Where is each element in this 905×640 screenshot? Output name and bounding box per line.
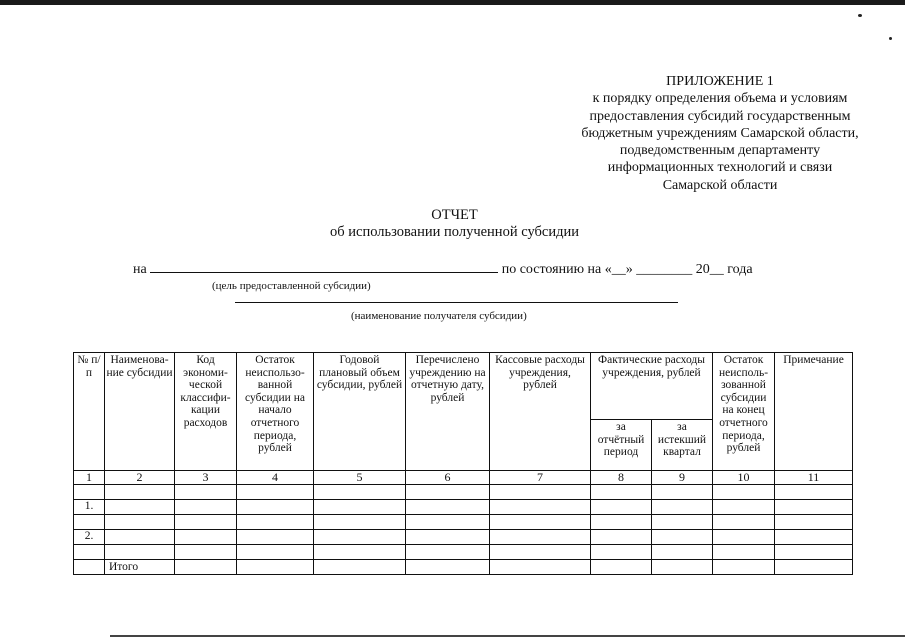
purpose-line — [133, 260, 753, 278]
row-cell[interactable] — [490, 530, 591, 545]
row-cell[interactable] — [591, 560, 652, 575]
row-cell[interactable] — [175, 500, 237, 515]
column-number: 4 — [237, 471, 314, 485]
column-numbers-row — [74, 471, 853, 485]
column-number: 10 — [713, 471, 775, 485]
row-cell[interactable] — [591, 530, 652, 545]
row-cell[interactable] — [490, 560, 591, 575]
purpose-blank[interactable] — [150, 260, 498, 273]
row-cell[interactable] — [406, 560, 490, 575]
row-cell[interactable] — [314, 560, 406, 575]
appendix-line: к порядку определения объема и условиям — [592, 91, 848, 107]
recipient-blank[interactable] — [235, 290, 678, 303]
recipient-hint: (наименование получателя субсидии) — [351, 310, 527, 322]
row-cell[interactable] — [775, 530, 853, 545]
appendix-line: информационных технологий и связи — [607, 160, 833, 176]
total-label: Итого — [105, 560, 175, 575]
purpose-prefix: на — [133, 262, 147, 277]
row-cell[interactable] — [406, 530, 490, 545]
row-number: 1. — [74, 500, 105, 515]
row-cell[interactable] — [237, 560, 314, 575]
report-subheading: об использовании полученной субсидии — [330, 224, 579, 240]
row-cell[interactable] — [713, 500, 775, 515]
header-cash-expenses: Кассовые расходы учреждения, рублей — [490, 353, 591, 471]
spacer-row — [74, 485, 853, 500]
header-annual-plan: Годовой плановый объем субсидии, рублей — [314, 353, 406, 471]
scan-border-top — [0, 0, 905, 5]
appendix-line: ПРИЛОЖЕНИЕ 1 — [666, 74, 774, 89]
header-actual-expenses: Фактические расходы учреждения, рублей — [591, 353, 713, 420]
column-number: 8 — [591, 471, 652, 485]
row-number: 2. — [74, 530, 105, 545]
appendix-block — [540, 73, 900, 194]
row-cell[interactable] — [237, 500, 314, 515]
report-table — [73, 352, 853, 575]
row-cell[interactable] — [237, 530, 314, 545]
header-past-quarter: за истекший квартал — [652, 420, 713, 471]
header-num: № п/п — [74, 353, 105, 471]
header-reporting-period: за отчётный период — [591, 420, 652, 471]
row-cell[interactable] — [105, 500, 175, 515]
appendix-line: бюджетным учреждениям Самарской области, — [581, 125, 859, 141]
row-cell[interactable] — [591, 500, 652, 515]
row-cell[interactable] — [713, 560, 775, 575]
column-number: 9 — [652, 471, 713, 485]
row-cell[interactable] — [105, 530, 175, 545]
column-number: 1 — [74, 471, 105, 485]
purpose-hint: (цель предоставленной субсидии) — [212, 280, 371, 292]
spacer-row — [74, 515, 853, 530]
table-row — [74, 530, 853, 545]
row-cell[interactable] — [775, 560, 853, 575]
column-number: 2 — [105, 471, 175, 485]
header-start-balance: Остаток неиспользо-ванной субсидии на начало отчетного периода, рублей — [237, 353, 314, 471]
column-number: 3 — [175, 471, 237, 485]
appendix-line: подведомственным департаменту — [619, 143, 821, 159]
state-date-text: по состоянию на «__» ________ 20__ года — [501, 262, 753, 277]
row-cell[interactable] — [652, 530, 713, 545]
row-cell[interactable] — [652, 560, 713, 575]
row-number — [74, 560, 105, 575]
header-subsidy-name: Наименова-ние субсидии — [105, 353, 175, 471]
column-number: 5 — [314, 471, 406, 485]
spacer-row — [74, 545, 853, 560]
row-cell[interactable] — [652, 500, 713, 515]
row-cell[interactable] — [713, 530, 775, 545]
report-title — [0, 207, 905, 241]
header-economic-code: Код экономи-ческой классифи-кации расходов — [175, 353, 237, 471]
header-end-balance: Остаток неисполь-зованной субсидии на конец отчетного периода, рублей — [713, 353, 775, 471]
scan-speck — [858, 14, 862, 17]
report-heading: ОТЧЕТ — [431, 207, 478, 223]
header-note: Примечание — [775, 353, 853, 471]
row-cell[interactable] — [175, 560, 237, 575]
appendix-line: Самарской области — [662, 177, 778, 193]
header-transferred: Перечислено учреждению на отчетную дату, рублей — [406, 353, 490, 471]
scan-border-bottom — [110, 635, 905, 637]
row-cell[interactable] — [175, 530, 237, 545]
row-cell[interactable] — [314, 530, 406, 545]
scan-speck — [889, 37, 892, 40]
total-row — [74, 560, 853, 575]
column-number: 11 — [775, 471, 853, 485]
appendix-line: предоставления субсидий государственным — [589, 108, 851, 124]
row-cell[interactable] — [406, 500, 490, 515]
row-cell[interactable] — [775, 500, 853, 515]
column-number: 7 — [490, 471, 591, 485]
row-cell[interactable] — [314, 500, 406, 515]
row-cell[interactable] — [490, 500, 591, 515]
column-number: 6 — [406, 471, 490, 485]
table-row — [74, 500, 853, 515]
